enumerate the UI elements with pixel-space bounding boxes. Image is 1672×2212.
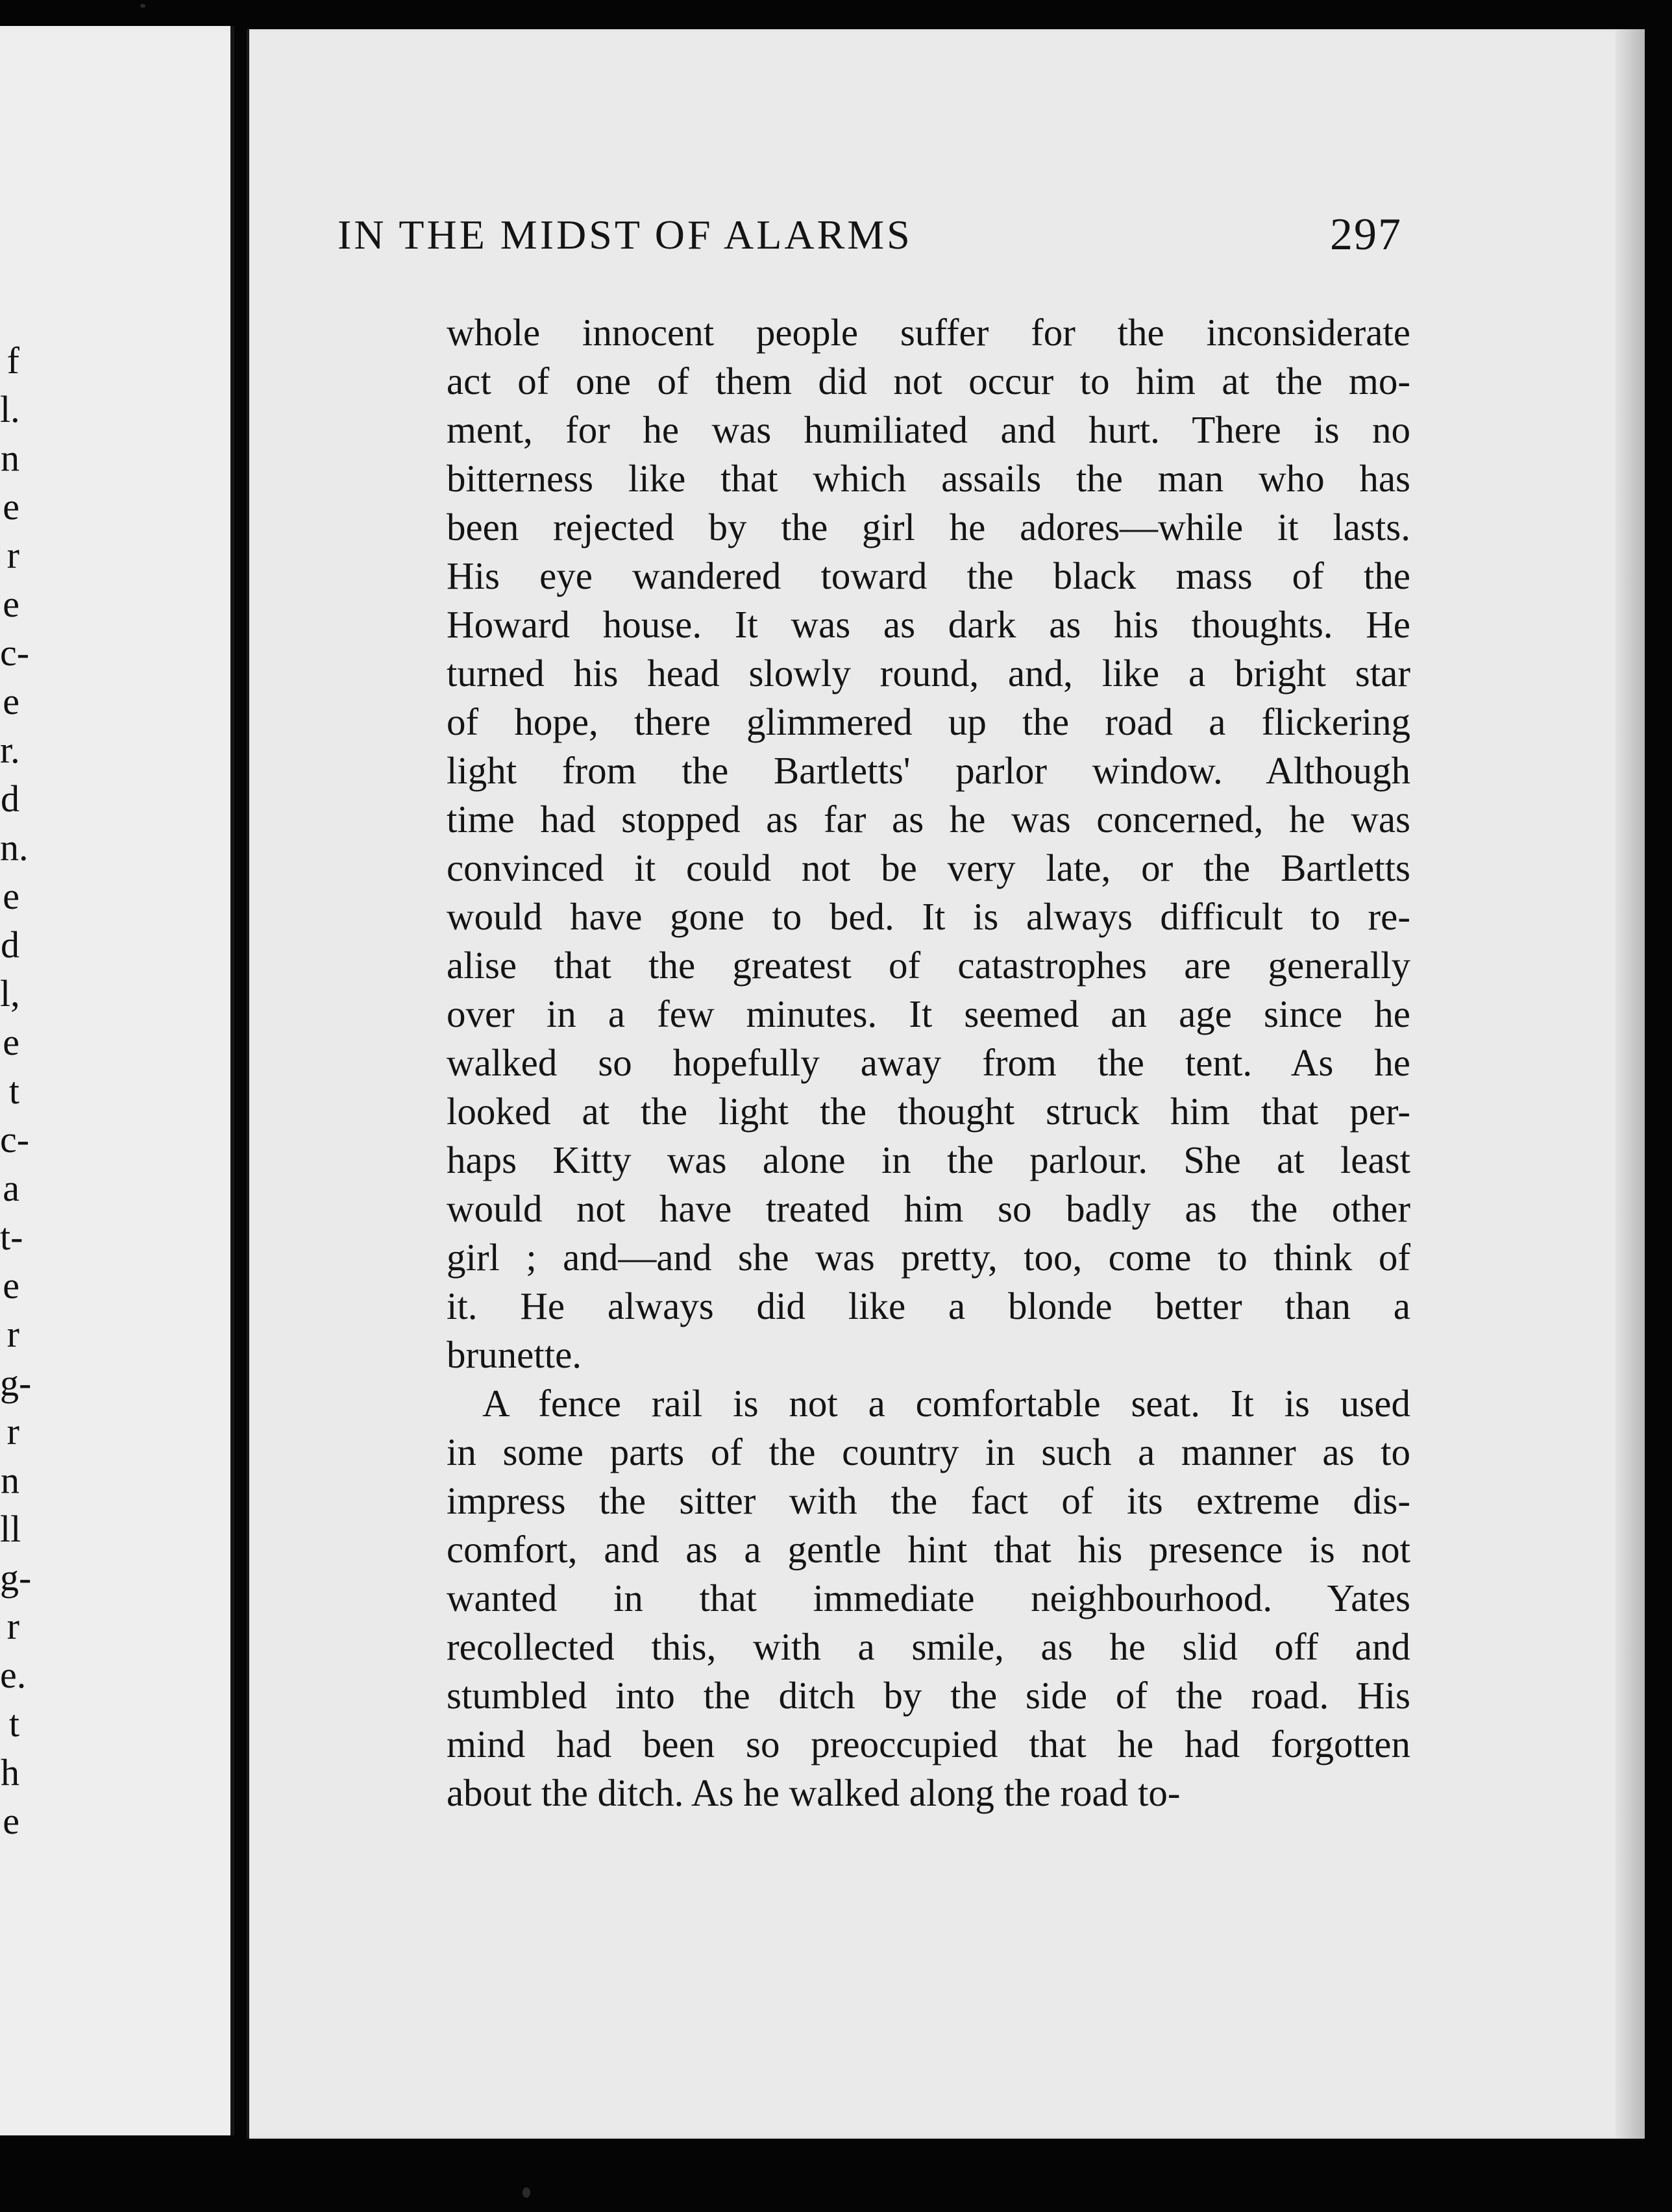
text-line: ment, for he was humiliated and hurt. There is no [447, 408, 1410, 451]
left-edge-fragment: t [8, 1702, 19, 1745]
text-line: convinced it could not be very late, or the Bartletts [447, 846, 1410, 889]
left-edge-fragment: c- [0, 1118, 30, 1161]
left-edge-fragment: g- [0, 1362, 32, 1404]
left-edge-fragment: e [3, 1264, 19, 1307]
left-edge-fragment: r [6, 1605, 19, 1647]
left-page-edge-text [0, 336, 32, 1845]
left-edge-fragment: e. [0, 1654, 27, 1696]
left-edge-fragment: r [6, 1410, 19, 1453]
left-edge-fragment: n. [0, 826, 29, 868]
text-line: A fence rail is not a comfortable seat. It is used [482, 1382, 1410, 1425]
left-edge-fragment: r [6, 1313, 19, 1355]
left-edge-fragment: n [1, 1459, 19, 1501]
left-edge-fragment: r [6, 534, 19, 576]
left-edge-fragment: ll [0, 1508, 21, 1550]
left-edge-fragment: l, [0, 972, 20, 1014]
text-line: haps Kitty was alone in the parlour. She at least [447, 1138, 1410, 1181]
left-edge-fragment: e [3, 680, 19, 722]
text-line: over in a few minutes. It seemed an age since he [447, 992, 1410, 1035]
text-line: recollected this, with a smile, as he slid off and [447, 1625, 1410, 1668]
text-line: been rejected by the girl he adores—while it lasts. [447, 506, 1410, 548]
left-edge-fragment: d [1, 924, 19, 966]
text-line: would not have treated him so badly as the other [447, 1187, 1410, 1230]
left-edge-fragment: e [3, 1021, 19, 1063]
left-edge-fragment: h [1, 1751, 19, 1793]
text-line: bitterness like that which assails the man who has [447, 457, 1410, 500]
page-number: 297 [1330, 210, 1402, 260]
text-line: comfort, and as a gentle hint that his presence is not [447, 1528, 1410, 1571]
text-line: stumbled into the ditch by the side of the road. His [447, 1674, 1410, 1717]
left-edge-fragment: e [3, 1800, 19, 1842]
left-edge-fragment: a [3, 1167, 19, 1209]
left-page-fragment [0, 26, 234, 2135]
text-line: walked so hopefully away from the tent. As he [447, 1041, 1410, 1084]
left-edge-fragment: e [3, 485, 19, 528]
text-line: it. He always did like a blonde better than a [447, 1284, 1410, 1327]
text-line: would have gone to bed. It is always difficult to re- [447, 895, 1410, 938]
scan-speck [140, 4, 145, 8]
text-line: time had stopped as far as he was concerned, he was [447, 798, 1410, 841]
text-line: in some parts of the country in such a manner as to [447, 1431, 1410, 1473]
left-edge-fragment: n [1, 437, 19, 479]
left-edge-fragment: c- [0, 632, 30, 674]
left-edge-fragment: t- [0, 1216, 23, 1258]
text-line: alise that the greatest of catastrophes are generally [447, 944, 1410, 987]
left-edge-fragment: d [1, 778, 19, 820]
left-edge-fragment: e [3, 875, 19, 917]
text-line: impress the sitter with the fact of its extreme dis- [447, 1479, 1410, 1522]
text-line: mind had been so preoccupied that he had forgotten [447, 1723, 1410, 1765]
text-line: His eye wandered toward the black mass of the [447, 554, 1410, 597]
text-line: about the ditch. As he walked along the road to- [447, 1771, 1181, 1814]
scan-speck [522, 2187, 530, 2198]
page-edge-shadow [1616, 29, 1645, 2139]
text-line: Howard house. It was as dark as his thoughts. He [447, 603, 1410, 646]
left-edge-fragment: f [6, 339, 19, 382]
text-line: whole innocent people suffer for the inconsiderate [447, 311, 1410, 354]
body-text [447, 308, 1410, 1817]
left-edge-fragment: r. [0, 729, 20, 771]
text-line: act of one of them did not occur to him at the mo- [447, 360, 1410, 402]
text-line: wanted in that immediate neighbourhood. Yates [447, 1577, 1410, 1619]
left-edge-fragment: l. [0, 388, 20, 430]
text-line: looked at the light the thought struck him that per- [447, 1090, 1410, 1133]
text-line: light from the Bartletts' parlor window. Although [447, 749, 1410, 792]
left-edge-fragment: e [3, 583, 19, 625]
text-line: girl ; and—and she was pretty, too, come to think of [447, 1236, 1410, 1279]
text-line: of hope, there glimmered up the road a flickering [447, 700, 1410, 743]
running-title: IN THE MIDST OF ALARMS [338, 212, 913, 258]
left-edge-fragment: t [8, 1070, 19, 1112]
text-line: brunette. [447, 1333, 582, 1376]
left-edge-fragment: g- [0, 1556, 32, 1599]
running-header [338, 203, 1402, 267]
text-line: turned his head slowly round, and, like a bright star [447, 652, 1410, 694]
